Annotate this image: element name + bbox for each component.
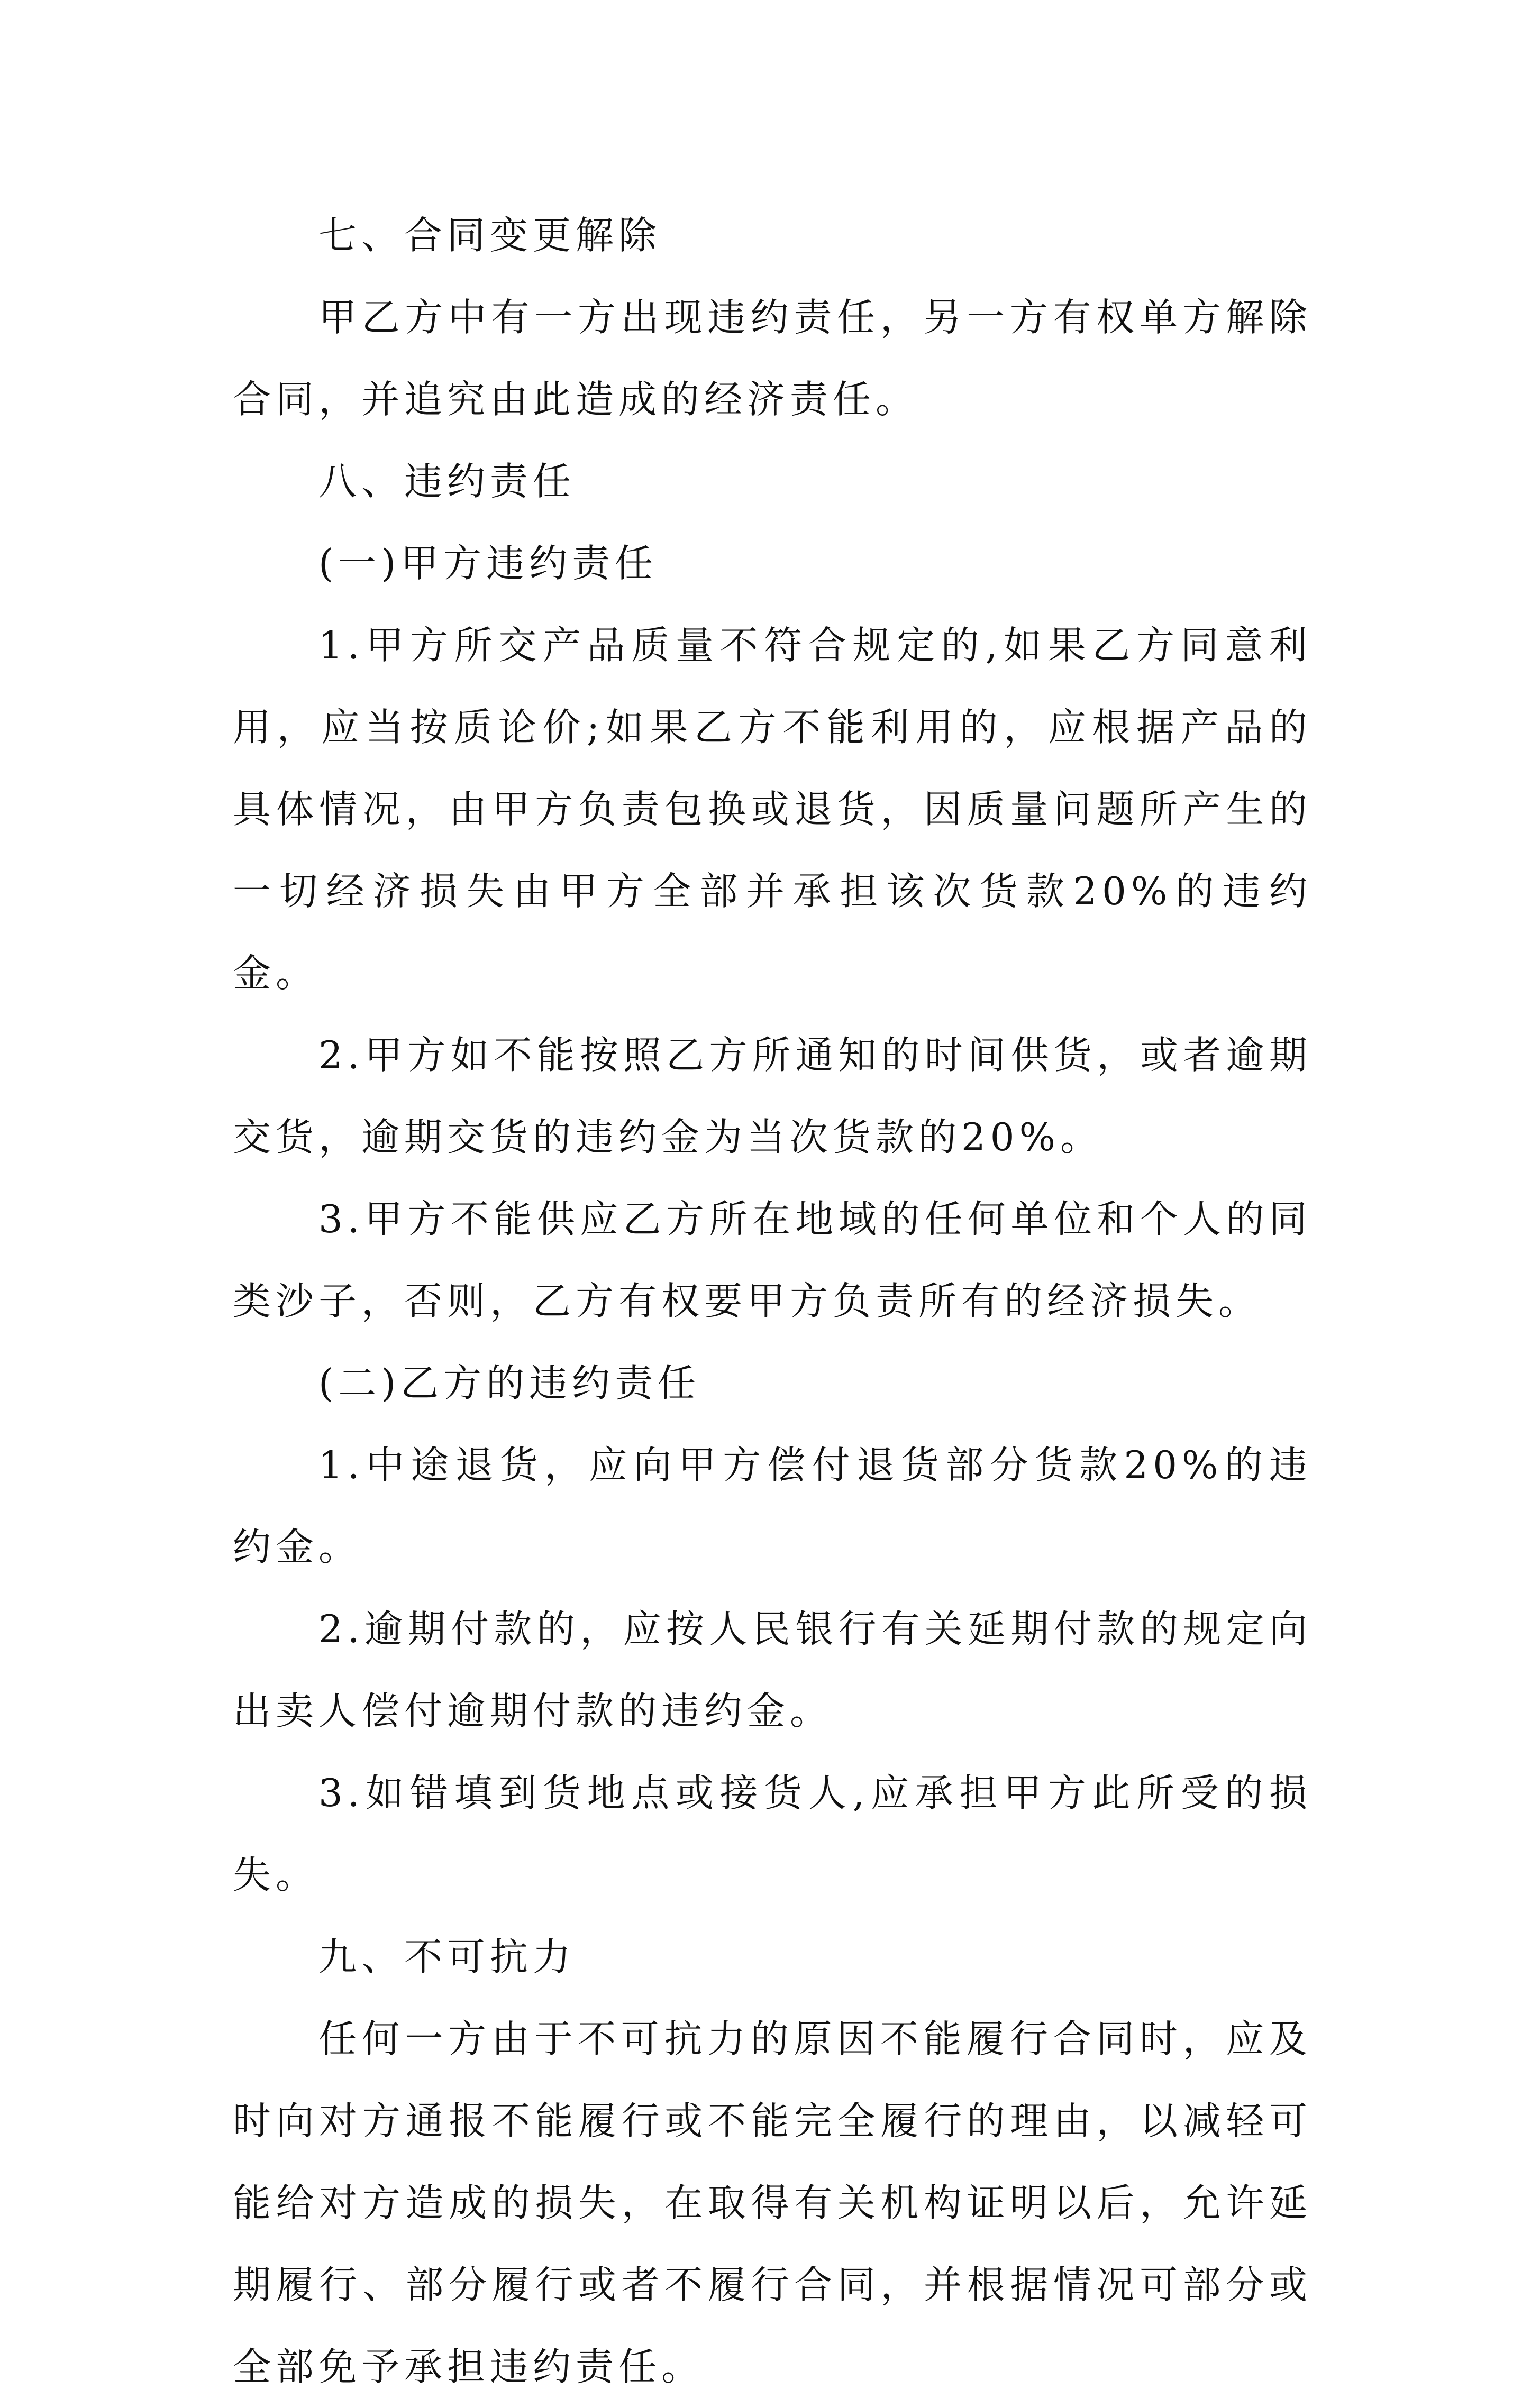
clause-b-1-return: 1.中途退货，应向甲方偿付退货部分货款20%的违约金。	[233, 1443, 1312, 1569]
document-body	[233, 195, 1312, 2408]
section-heading-force-majeure: 九、不可抗力	[318, 1935, 576, 1979]
clause-a-2-late-delivery: 2.甲方如不能按照乙方所通知的时间供货，或者逾期交货，逾期交货的违约金为当次货款的20%。	[233, 1033, 1312, 1159]
clause-b-3-wrong-address: 3.如错填到货地点或接货人,应承担甲方此所受的损失。	[233, 1771, 1312, 1897]
clause-a-1-quality: 1.甲方所交产品质量不符合规定的,如果乙方同意利用，应当按质论价;如果乙方不能利用的，应根据产品的具体情况，由甲方负责包换或退货，因质量问题所产生的一切经济损失由甲方全部并承担该次货款20%的违约金。	[233, 623, 1312, 995]
section-heading-breach-liability: 八、违约责任	[318, 459, 576, 503]
clause-b-2-late-payment: 2.逾期付款的，应按人民银行有关延期付款的规定向出卖人偿付逾期付款的违约金。	[233, 1607, 1312, 1733]
subheading-party-a-breach: (一)甲方违约责任	[318, 541, 658, 585]
clause-a-3-exclusive-supply: 3.甲方不能供应乙方所在地域的任何单位和个人的同类沙子，否则，乙方有权要甲方负责所有的经济损失。	[233, 1197, 1312, 1323]
subheading-party-b-breach: (二)乙方的违约责任	[318, 1361, 701, 1405]
section-heading-contract-change: 七、合同变更解除	[318, 213, 662, 258]
paragraph-termination-right: 甲乙方中有一方出现违约责任，另一方有权单方解除合同，并追究由此造成的经济责任。	[233, 295, 1312, 422]
paragraph-force-majeure: 任何一方由于不可抗力的原因不能履行合同时，应及时向对方通报不能履行或不能完全履行的理由，以减轻可能给对方造成的损失，在取得有关机构证明以后，允许延期履行、部分履行或者不履行合同，并根据情况可部分或全部免予承担违约责任。	[233, 2017, 1312, 2389]
